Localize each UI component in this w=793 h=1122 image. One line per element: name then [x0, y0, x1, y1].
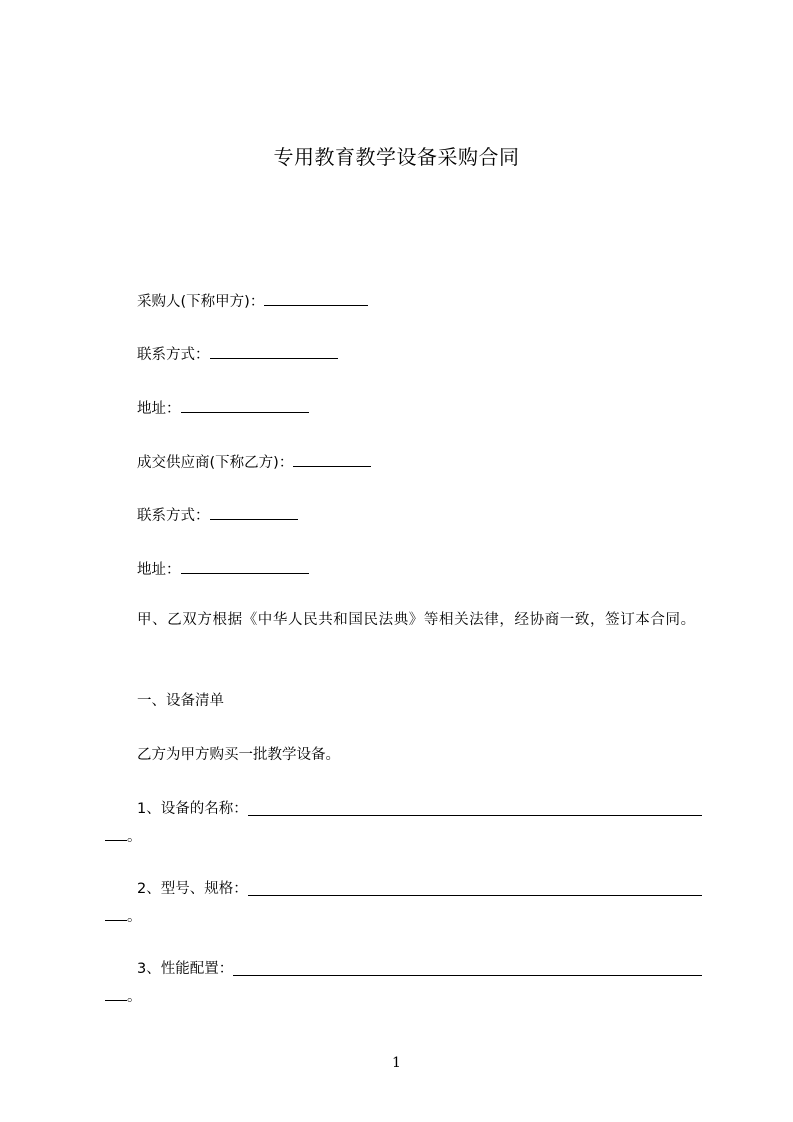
item-1-continuation [105, 826, 142, 847]
item-1-end: 。 [127, 829, 142, 845]
item-2-field [137, 879, 702, 899]
item-2-blank-tail [105, 906, 127, 921]
item-1-blank [248, 801, 702, 816]
item-3-label: 3、性能配置： [137, 961, 234, 977]
party-b-label: 成交供应商(下称乙方)： [137, 455, 294, 471]
item-3-continuation [105, 986, 142, 1007]
item-2-label: 2、型号、规格： [137, 881, 248, 897]
party-a-address-blank [181, 398, 309, 413]
intro-paragraph: 甲、乙双方根据《中华人民共和国民法典》等相关法律，经协商一致，签订本合同。 [137, 612, 696, 628]
item-3-blank [233, 961, 702, 976]
party-b-blank [293, 452, 371, 467]
item-2-blank [248, 881, 702, 896]
party-b-field [137, 452, 371, 473]
party-a-field [137, 291, 368, 312]
item-3-field [137, 959, 702, 979]
item-3-blank-tail [105, 986, 127, 1001]
party-a-address-field [137, 398, 309, 419]
document-title: 专用教育教学设备采购合同 [273, 145, 520, 169]
section-1-sentence: 乙方为甲方购买一批教学设备。 [137, 747, 340, 763]
item-3-end: 。 [127, 989, 142, 1005]
party-a-blank [264, 291, 368, 306]
party-b-address-blank [181, 559, 309, 574]
party-b-contact-field [137, 505, 298, 526]
item-1-blank-tail [105, 826, 127, 841]
party-b-address-label: 地址： [137, 562, 181, 578]
section-1-heading: 一、设备清单 [137, 693, 224, 709]
item-1-label: 1、设备的名称： [137, 801, 248, 817]
party-a-address-label: 地址： [137, 401, 181, 417]
item-2-continuation [105, 906, 142, 927]
party-a-contact-label: 联系方式： [137, 347, 210, 363]
party-a-label: 采购人(下称甲方)： [137, 294, 265, 310]
party-a-contact-field [137, 344, 338, 365]
page-number: 1 [392, 1055, 401, 1071]
party-b-contact-label: 联系方式： [137, 508, 210, 524]
party-b-address-field [137, 559, 309, 580]
party-b-contact-blank [210, 505, 298, 520]
item-2-end: 。 [127, 909, 142, 925]
party-a-contact-blank [210, 344, 338, 359]
item-1-field [137, 799, 702, 819]
